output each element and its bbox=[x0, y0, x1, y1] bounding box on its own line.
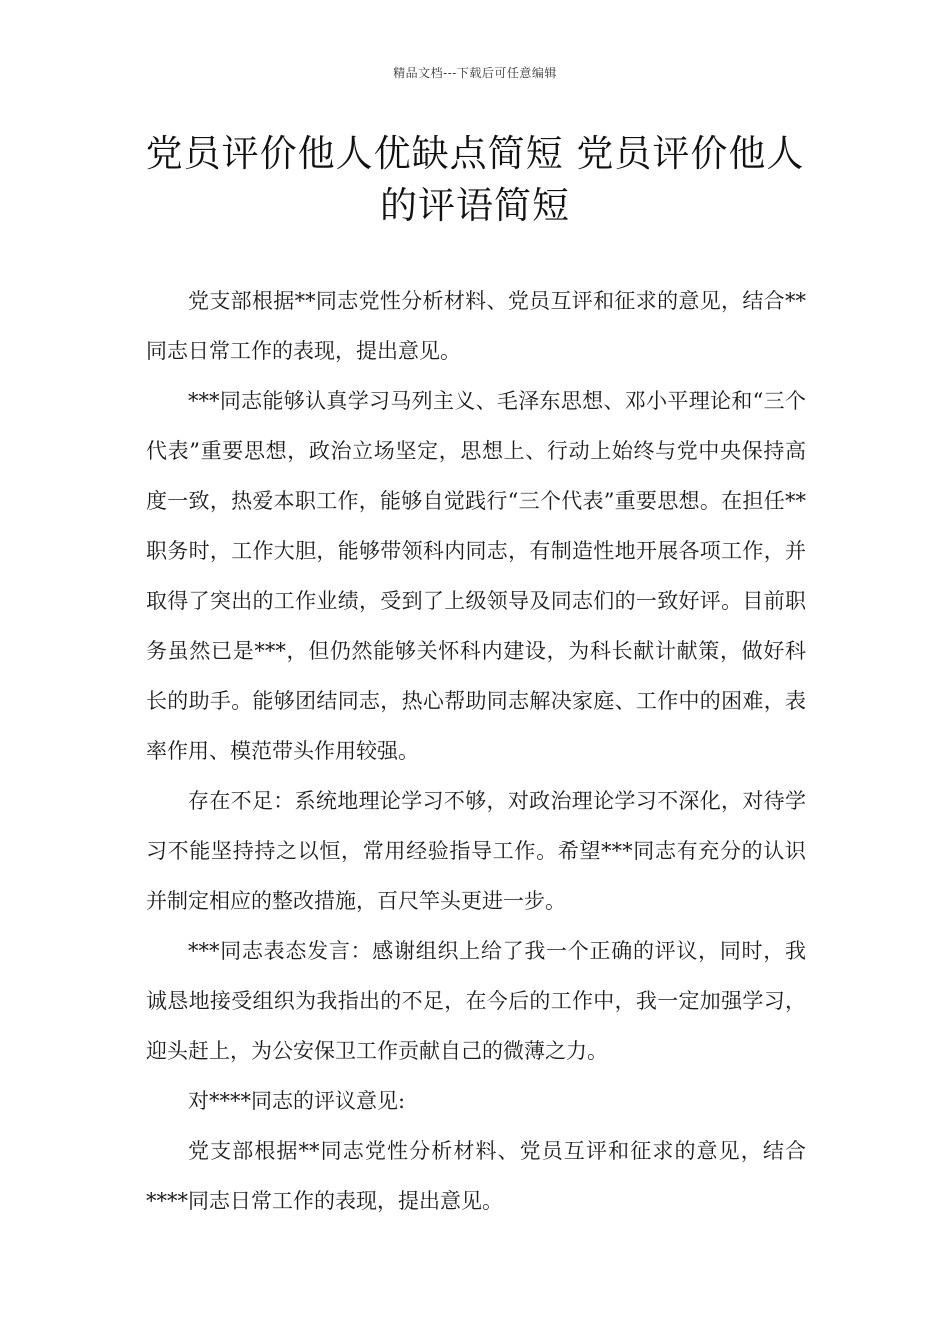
document-title: 党员评价他人优缺点简短 党员评价他人的评语简短 bbox=[145, 132, 805, 227]
paragraph: ***同志表态发言：感谢组织上给了我一个正确的评议，同时，我诚恳地接受组织为我指出的不足，在今后的工作中，我一定加强学习，迎头赶上，为公安保卫工作贡献自己的微薄之力。 bbox=[146, 939, 806, 1063]
header-note: 精品文档---下载后可任意编辑 bbox=[393, 66, 557, 80]
document-body bbox=[146, 276, 806, 1226]
paragraph: 存在不足：系统地理论学习不够，对政治理论学习不深化，对待学习不能坚持持之以恒，常用经验指导工作。希望***同志有充分的认识并制定相应的整改措施，百尺竿头更进一步。 bbox=[146, 789, 806, 913]
paragraph: 党支部根据**同志党性分析材料、党员互评和征求的意见，结合****同志日常工作的表现，提出意见。 bbox=[146, 1139, 806, 1213]
paragraph: 对****同志的评议意见: bbox=[188, 1089, 406, 1113]
paragraph: 党支部根据**同志党性分析材料、党员互评和征求的意见，结合**同志日常工作的表现，提出意见。 bbox=[146, 289, 806, 363]
paragraph: ***同志能够认真学习马列主义、毛泽东思想、邓小平理论和“三个代表”重要思想，政治立场坚定，思想上、行动上始终与党中央保持高度一致，热爱本职工作，能够自觉践行“三个代表”重要思想。在担任**职务时，工作大胆，能够带领科内同志，有制造性地开展各项工作，并取得了突出的工作业绩，受到了上级领导及同志们的一致好评。目前职务虽然已是***，但仍然能够关怀科内建设，为科长献计献策，做好科长的助手。能够团结同志，热心帮助同志解决家庭、工作中的困难，表率作用、模范带头作用较强。 bbox=[146, 389, 806, 763]
